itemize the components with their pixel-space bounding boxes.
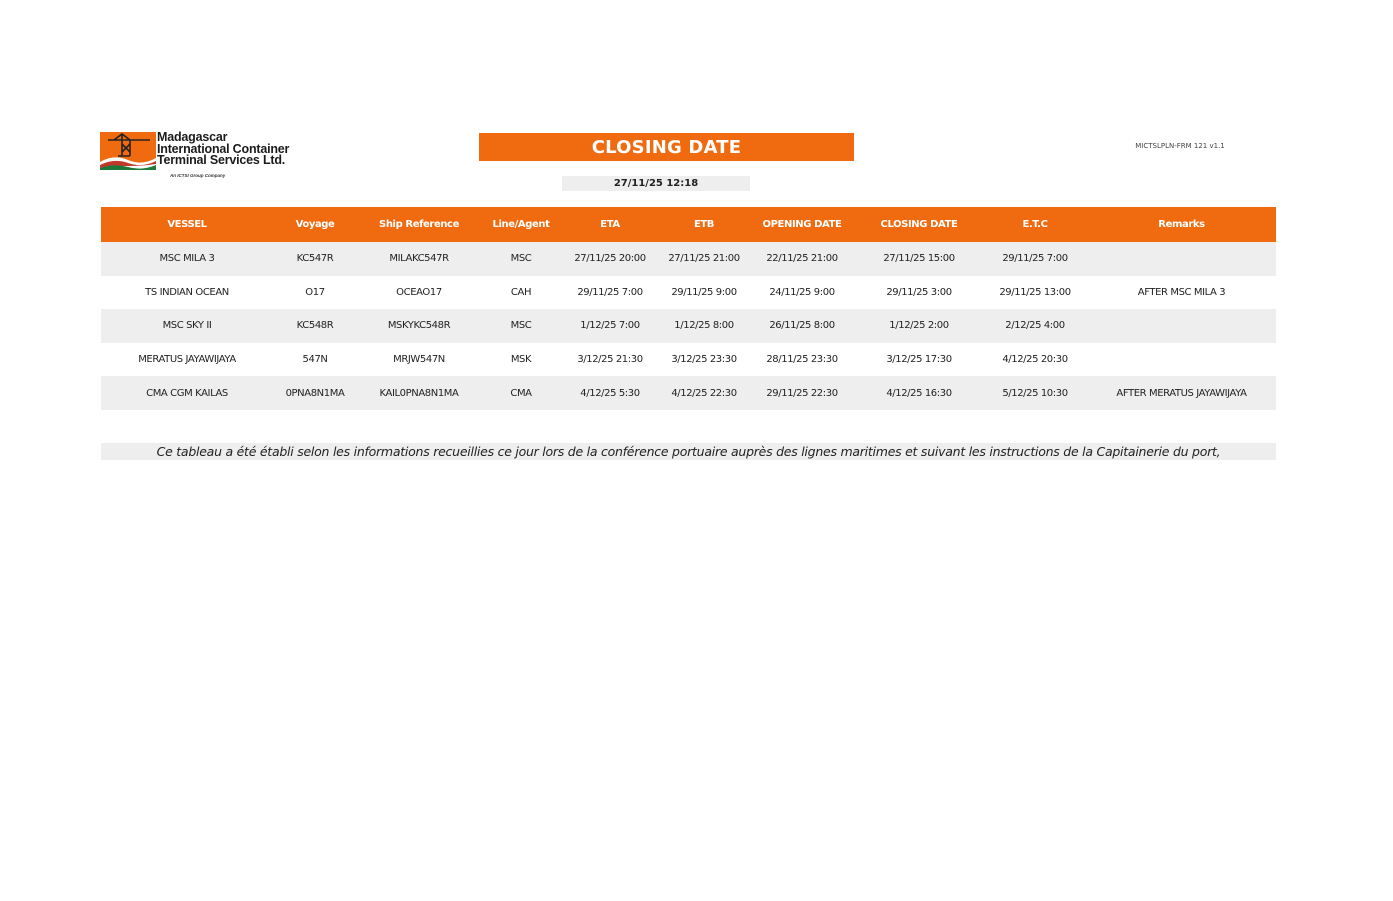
logo-line-3: Terminal Services Ltd.	[157, 153, 286, 167]
table-row	[101, 276, 1276, 310]
table-row	[101, 242, 1276, 276]
table-cell: OCEAO17	[396, 286, 442, 298]
table-cell: 4/12/25 22:30	[659, 376, 749, 410]
logo-tagline: An ICTSI Group Company	[170, 173, 226, 178]
column-header: Ship Reference	[357, 207, 481, 242]
table-cell: 3/12/25 21:30	[577, 354, 643, 366]
company-name	[157, 132, 289, 167]
table-cell: 27/11/25 20:00	[561, 242, 659, 276]
table-cell	[1087, 309, 1276, 343]
table-cell: O17	[305, 286, 325, 298]
column-header: ETB	[659, 207, 749, 242]
table-cell: MSC	[481, 242, 561, 276]
table-cell: CMA	[481, 376, 561, 410]
table-cell: 1/12/25 2:00	[855, 309, 983, 343]
table-cell: MERATUS JAYAWIJAYA	[138, 354, 236, 366]
table-cell: KAIL0PNA8N1MA	[357, 376, 481, 410]
report-timestamp: 27/11/25 12:18	[562, 176, 750, 191]
table-cell: MSC	[481, 309, 561, 343]
table-cell: 2/12/25 4:00	[983, 309, 1087, 343]
crane-icon	[100, 132, 158, 172]
table-cell: 29/11/25 9:00	[671, 286, 737, 298]
table-cell: MSC MILA 3	[101, 242, 273, 276]
table-row	[101, 343, 1276, 377]
table-cell: 22/11/25 21:00	[749, 242, 855, 276]
table-cell: 1/12/25 7:00	[561, 309, 659, 343]
table-cell: 3/12/25 17:30	[886, 354, 952, 366]
table-cell: CMA CGM KAILAS	[101, 376, 273, 410]
table-cell: 29/11/25 22:30	[749, 376, 855, 410]
closing-date-table	[101, 207, 1276, 410]
table-cell: 24/11/25 9:00	[769, 286, 835, 298]
table-cell: MSK	[510, 354, 532, 366]
table-cell: KC547R	[273, 242, 357, 276]
table-cell: 29/11/25 7:00	[577, 286, 643, 298]
form-code: MICTSLPLN-FRM 121 v1.1	[1135, 142, 1225, 150]
table-cell: KC548R	[273, 309, 357, 343]
table-cell: MRJW547N	[393, 354, 445, 366]
table-cell: 4/12/25 16:30	[855, 376, 983, 410]
column-header: VESSEL	[101, 207, 273, 242]
column-header: Remarks	[1087, 207, 1276, 242]
table-body	[101, 242, 1276, 410]
table-cell: MSKYKC548R	[357, 309, 481, 343]
column-header: Voyage	[273, 207, 357, 242]
table-cell: AFTER MSC MILA 3	[1137, 286, 1226, 298]
table-cell: AFTER MERATUS JAYAWIJAYA	[1087, 376, 1276, 410]
table-cell: 29/11/25 3:00	[886, 286, 952, 298]
column-header: CLOSING DATE	[855, 207, 983, 242]
table-cell: 5/12/25 10:30	[983, 376, 1087, 410]
table-cell: 29/11/25 7:00	[983, 242, 1087, 276]
page-title: CLOSING DATE	[479, 133, 854, 161]
table-cell: TS INDIAN OCEAN	[145, 286, 229, 298]
logo-line-1: Madagascar	[157, 130, 228, 144]
column-header: OPENING DATE	[749, 207, 855, 242]
table-cell: 4/12/25 5:30	[561, 376, 659, 410]
table-cell: 28/11/25 23:30	[766, 354, 838, 366]
table-cell: CAH	[510, 286, 532, 298]
table-cell: MILAKC547R	[357, 242, 481, 276]
column-header: E.T.C	[983, 207, 1087, 242]
table-cell: MSC SKY II	[101, 309, 273, 343]
table-cell: 26/11/25 8:00	[749, 309, 855, 343]
table-cell: 3/12/25 23:30	[671, 354, 737, 366]
table-cell: 27/11/25 15:00	[855, 242, 983, 276]
table-cell: 4/12/25 20:30	[1002, 354, 1068, 366]
column-header: ETA	[561, 207, 659, 242]
table-cell	[1087, 343, 1276, 377]
column-header: Line/Agent	[481, 207, 561, 242]
table-cell: 547N	[302, 354, 328, 366]
table-cell: 0PNA8N1MA	[273, 376, 357, 410]
table-cell: 1/12/25 8:00	[659, 309, 749, 343]
footnote: Ce tableau a été établi selon les informations recueillies ce jour lors de la conférence portuaire auprès des lignes maritimes et suivant les instructions de la Capitainerie du port,	[101, 443, 1276, 460]
logo-line-2: International Container	[157, 141, 290, 156]
table-row	[101, 376, 1276, 410]
table-cell: 29/11/25 13:00	[999, 286, 1071, 298]
table-cell: 27/11/25 21:00	[659, 242, 749, 276]
table-cell	[1087, 242, 1276, 276]
table-row	[101, 309, 1276, 343]
company-logo	[100, 132, 300, 180]
table-header-row	[101, 207, 1276, 242]
